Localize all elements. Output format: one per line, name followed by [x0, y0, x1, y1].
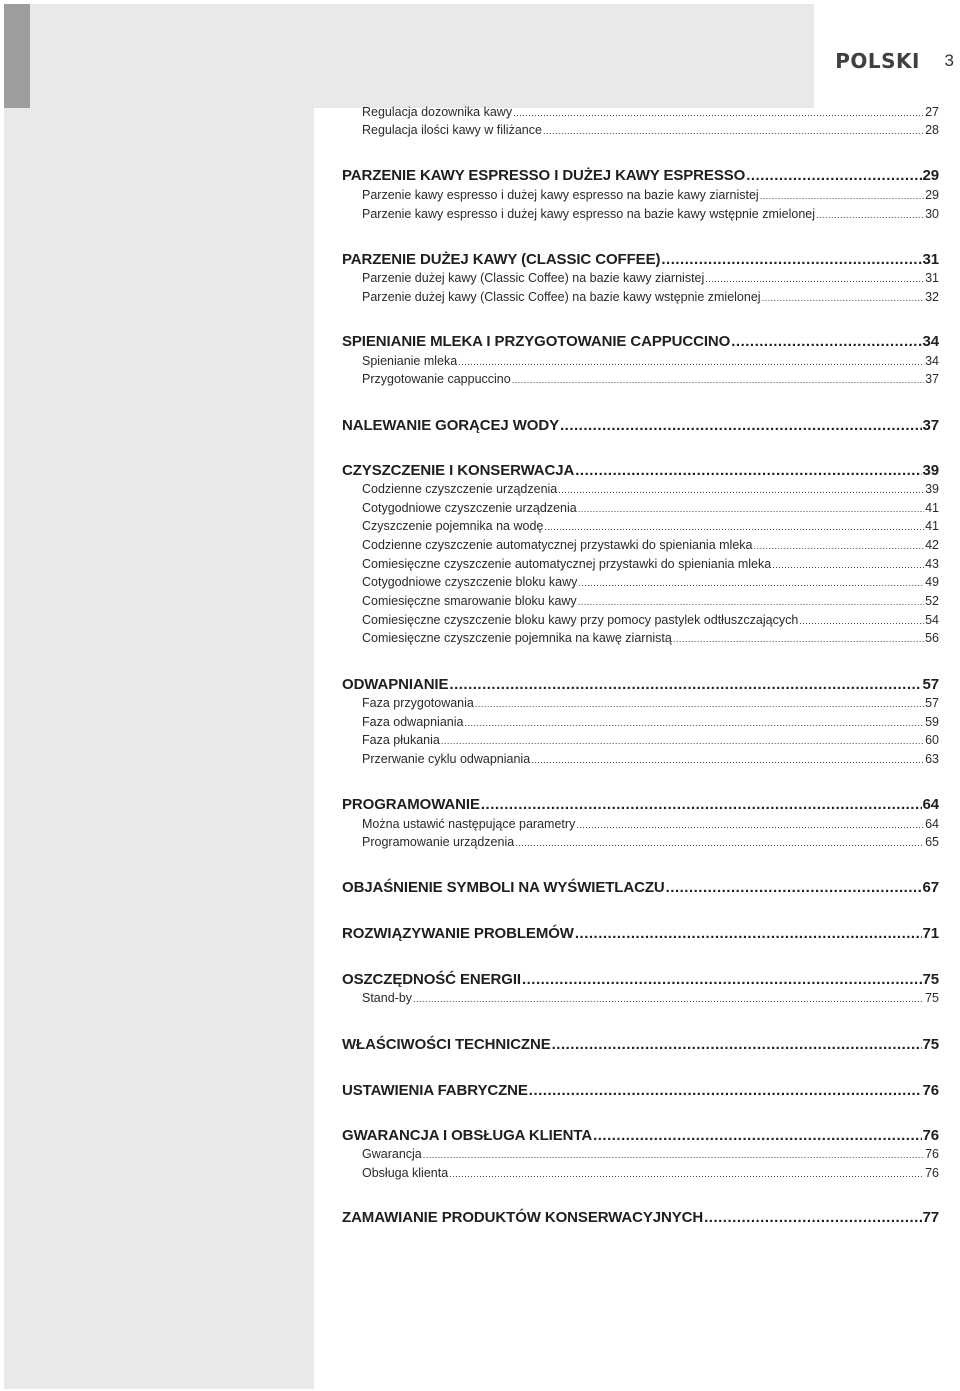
dot-leader — [578, 501, 924, 515]
toc-page-number: 34 — [925, 354, 939, 368]
dot-leader — [578, 575, 924, 589]
toc-page-number: 59 — [925, 715, 939, 729]
toc-entry[interactable] — [362, 1166, 939, 1180]
section-tab — [4, 4, 30, 108]
toc-page-number: 76 — [925, 1147, 939, 1161]
toc-page-number: 75 — [922, 971, 939, 988]
toc-page-number: 65 — [925, 835, 939, 849]
toc-title: ROZWIĄZYWANIE PROBLEMÓW — [342, 925, 574, 942]
toc-title: Można ustawić następujące parametry — [362, 817, 576, 831]
toc-page-number: 77 — [922, 1209, 939, 1226]
toc-page-number: 56 — [925, 631, 939, 645]
toc-section[interactable] — [342, 925, 939, 942]
toc-entry[interactable] — [362, 105, 939, 119]
toc-title: Przygotowanie cappuccino — [362, 372, 511, 386]
toc-title: USTAWIENIA FABRYCZNE — [342, 1082, 528, 1099]
toc-title: Spienianie mleka — [362, 354, 458, 368]
dot-leader — [593, 1127, 921, 1144]
dot-leader — [464, 715, 924, 729]
toc-title: Comiesięczne smarowanie bloku kawy — [362, 594, 577, 608]
dot-leader — [673, 631, 924, 645]
toc-section[interactable] — [342, 462, 939, 479]
page-number: 3 — [944, 51, 954, 70]
toc-entry[interactable] — [362, 575, 939, 589]
toc-page-number: 31 — [925, 271, 939, 285]
dot-leader — [481, 796, 922, 813]
toc-page-number: 31 — [922, 251, 939, 268]
toc-entry[interactable] — [362, 733, 939, 747]
toc-title: ZAMAWIANIE PRODUKTÓW KONSERWACYJNYCH — [342, 1209, 704, 1226]
toc-title: SPIENIANIE MLEKA I PRZYGOTOWANIE CAPPUCCINO — [342, 333, 731, 350]
toc-entry[interactable] — [362, 557, 939, 571]
dot-leader — [576, 817, 924, 831]
dot-leader — [578, 594, 924, 608]
toc-title: Przerwanie cyklu odwapniania — [362, 752, 531, 766]
dot-leader — [704, 1209, 921, 1226]
dot-leader — [515, 835, 924, 849]
toc-entry[interactable] — [362, 752, 939, 766]
toc-page-number: 52 — [925, 594, 939, 608]
toc-page-number: 75 — [925, 991, 939, 1005]
toc-page-number: 76 — [922, 1082, 939, 1099]
toc-page-number: 28 — [925, 123, 939, 137]
toc-title: PROGRAMOWANIE — [342, 796, 480, 813]
toc-page-number: 67 — [922, 879, 939, 896]
dot-leader — [543, 123, 924, 137]
toc-entry[interactable] — [362, 631, 939, 645]
dot-leader — [529, 1082, 922, 1099]
toc-title: Parzenie dużej kawy (Classic Coffee) na bazie kawy wstępnie zmielonej — [362, 290, 761, 304]
toc-section[interactable] — [342, 251, 939, 268]
header-band — [30, 4, 814, 108]
toc-title: Gwarancja — [362, 1147, 422, 1161]
toc-page-number: 64 — [922, 796, 939, 813]
toc-entry[interactable] — [362, 696, 939, 710]
toc-page-number: 64 — [925, 817, 939, 831]
toc-title: Faza płukania — [362, 733, 440, 747]
dot-leader — [762, 290, 925, 304]
toc-title: Comiesięczne czyszczenie pojemnika na kawę ziarnistą — [362, 631, 672, 645]
dot-leader — [760, 188, 924, 202]
toc-entry[interactable] — [362, 991, 939, 1005]
dot-leader — [441, 733, 924, 747]
dot-leader — [449, 1166, 924, 1180]
toc-section[interactable] — [342, 1127, 939, 1144]
toc-title: PARZENIE DUŻEJ KAWY (CLASSIC COFFEE) — [342, 251, 661, 268]
toc-title: WŁAŚCIWOŚCI TECHNICZNE — [342, 1036, 551, 1053]
toc-title: Comiesięczne czyszczenie automatycznej przystawki do spieniania mleka — [362, 557, 772, 571]
dot-leader — [449, 676, 921, 693]
toc-entry[interactable] — [362, 501, 939, 515]
toc-entry[interactable] — [362, 188, 939, 202]
dot-leader — [575, 925, 922, 942]
toc-title: GWARANCJA I OBSŁUGA KLIENTA — [342, 1127, 593, 1144]
toc-title: Faza odwapniania — [362, 715, 464, 729]
toc-page-number: 27 — [925, 105, 939, 119]
dot-leader — [666, 879, 922, 896]
toc-page-number: 54 — [925, 613, 939, 627]
toc-page-number: 76 — [925, 1166, 939, 1180]
toc-title: Programowanie urządzenia — [362, 835, 515, 849]
toc-section[interactable] — [342, 1082, 939, 1099]
dot-leader — [661, 251, 921, 268]
toc-title: Parzenie kawy espresso i dużej kawy espresso na bazie kawy wstępnie zmielonej — [362, 207, 815, 221]
toc-page-number: 41 — [925, 501, 939, 515]
toc-title: Cotygodniowe czyszczenie urządzenia — [362, 501, 577, 515]
toc-title: ODWAPNIANIE — [342, 676, 449, 693]
toc-page-number: 75 — [922, 1036, 939, 1053]
toc-title: Regulacja dozownika kawy — [362, 105, 513, 119]
toc-section[interactable] — [342, 167, 939, 184]
toc-title: Stand-by — [362, 991, 413, 1005]
toc-title: OBJAŚNIENIE SYMBOLI NA WYŚWIETLACZU — [342, 879, 665, 896]
toc-title: OSZCZĘDNOŚĆ ENERGII — [342, 971, 521, 988]
toc-title: NALEWANIE GORĄCEJ WODY — [342, 417, 559, 434]
dot-leader — [522, 971, 922, 988]
toc-title: Parzenie dużej kawy (Classic Coffee) na bazie kawy ziarnistej — [362, 271, 705, 285]
toc-title: CZYSZCZENIE I KONSERWACJA — [342, 462, 575, 479]
toc-page-number: 49 — [925, 575, 939, 589]
toc-page-number: 57 — [925, 696, 939, 710]
dot-leader — [552, 1036, 922, 1053]
dot-leader — [544, 519, 924, 533]
language-label: POLSKI — [835, 49, 920, 73]
dot-leader — [475, 696, 924, 710]
toc-section[interactable] — [342, 1209, 939, 1226]
toc-page-number: 34 — [922, 333, 939, 350]
toc-page-number: 37 — [922, 417, 939, 434]
dot-leader — [531, 752, 924, 766]
toc-title: Comiesięczne czyszczenie bloku kawy przy pomocy pastylek odtłuszczających — [362, 613, 799, 627]
toc-page-number: 41 — [925, 519, 939, 533]
toc-entry[interactable] — [362, 290, 939, 304]
dot-leader — [423, 1147, 924, 1161]
toc-entry[interactable] — [362, 354, 939, 368]
dot-leader — [575, 462, 921, 479]
toc-page-number: 42 — [925, 538, 939, 552]
toc-title: Parzenie kawy espresso i dużej kawy espresso na bazie kawy ziarnistej — [362, 188, 759, 202]
dot-leader — [816, 207, 924, 221]
toc-entry[interactable] — [362, 372, 939, 386]
toc-title: Cotygodniowe czyszczenie bloku kawy — [362, 575, 578, 589]
toc-entry[interactable] — [362, 538, 939, 552]
toc-page-number: 60 — [925, 733, 939, 747]
toc-entry[interactable] — [362, 1147, 939, 1161]
toc-entry[interactable] — [362, 482, 939, 496]
toc-page-number: 30 — [925, 207, 939, 221]
toc-page-number: 57 — [922, 676, 939, 693]
toc-entry[interactable] — [362, 271, 939, 285]
toc-title: Faza przygotowania — [362, 696, 474, 710]
toc-title: Regulacja ilości kawy w filiżance — [362, 123, 542, 137]
toc-title: Obsługa klienta — [362, 1166, 449, 1180]
toc-title: Codzienne czyszczenie automatycznej przystawki do spieniania mleka — [362, 538, 753, 552]
toc-page-number: 39 — [925, 482, 939, 496]
toc-section[interactable] — [342, 796, 939, 813]
dot-leader — [799, 613, 924, 627]
toc-page-number: 43 — [925, 557, 939, 571]
toc-entry[interactable] — [362, 835, 939, 849]
dot-leader — [558, 482, 924, 496]
toc-page-number: 63 — [925, 752, 939, 766]
toc-section[interactable] — [342, 676, 939, 693]
toc-section[interactable] — [342, 417, 939, 434]
toc-page-number: 29 — [925, 188, 939, 202]
dot-leader — [413, 991, 924, 1005]
dot-leader — [560, 417, 922, 434]
dot-leader — [705, 271, 924, 285]
toc-page-number: 37 — [925, 372, 939, 386]
toc-page-number: 32 — [925, 290, 939, 304]
toc-page-number: 76 — [922, 1127, 939, 1144]
toc-section[interactable] — [342, 333, 939, 350]
toc-title: Codzienne czyszczenie urządzenia — [362, 482, 558, 496]
toc-section[interactable] — [342, 971, 939, 988]
dot-leader — [458, 354, 924, 368]
toc-title: Czyszczenie pojemnika na wodę — [362, 519, 544, 533]
toc-entry[interactable] — [362, 613, 939, 627]
side-band — [4, 108, 314, 1389]
toc-entry[interactable] — [362, 123, 939, 137]
toc-title: PARZENIE KAWY ESPRESSO I DUŻEJ KAWY ESPRESSO — [342, 167, 746, 184]
toc-section[interactable] — [342, 879, 939, 896]
toc-page-number: 29 — [922, 167, 939, 184]
dot-leader — [746, 167, 921, 184]
dot-leader — [753, 538, 924, 552]
toc-entry[interactable] — [362, 715, 939, 729]
toc-page-number: 39 — [922, 462, 939, 479]
dot-leader — [512, 372, 924, 386]
toc-entry[interactable] — [362, 207, 939, 221]
dot-leader — [772, 557, 924, 571]
toc-entry[interactable] — [362, 519, 939, 533]
dot-leader — [513, 105, 924, 119]
toc-entry[interactable] — [362, 594, 939, 608]
dot-leader — [731, 333, 921, 350]
toc-page-number: 71 — [922, 925, 939, 942]
toc-section[interactable] — [342, 1036, 939, 1053]
toc-entry[interactable] — [362, 817, 939, 831]
